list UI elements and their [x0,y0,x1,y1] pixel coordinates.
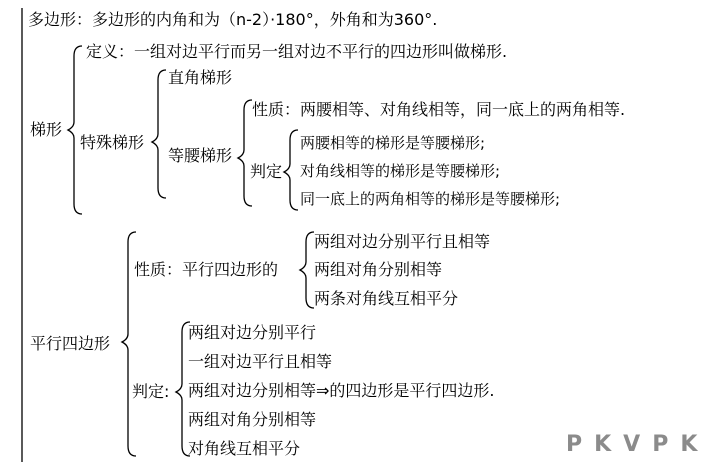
right-trapezoid-label: 直角梯形 [168,68,233,87]
special-trapezoid-brace [152,70,166,198]
parallelogram-criteria-label: 判定: [132,382,170,401]
parallelogram-property-label: 性质：平行四边形的 [134,260,279,279]
isosceles-criterion-2: 对角线相等的梯形是等腰梯形; [300,162,501,180]
isosceles-criteria-label: 判定 [250,162,283,181]
parallelogram-criterion-4: 两组对角分别相等 [188,410,317,429]
trapezoid-definition: 定义：一组对边平行而另一组对边不平行的四边形叫做梯形. [86,42,508,61]
polygon-angle-sum-line: 多边形：多边形的内角和为（n-2）·180°，外角和为360°. [28,10,438,29]
parallelogram-property-1: 两组对边分别平行且相等 [314,232,491,251]
isosceles-trapezoid-label: 等腰梯形 [168,146,233,165]
parallelogram-criterion-5: 对角线互相平分 [188,439,301,458]
trapezoid-label: 梯形 [30,120,63,139]
parallelogram-label: 平行四边形 [30,334,111,353]
isosceles-brace [238,100,252,206]
trapezoid-brace [68,46,82,214]
parallelogram-property-3: 两条对角线互相平分 [314,289,459,308]
parallelogram-criterion-3: 两组对边分别相等⇒的四边形是平行四边形. [188,381,495,400]
parallelogram-criterion-2: 一组对边平行且相等 [188,352,333,371]
isosceles-criterion-1: 两腰相等的梯形是等腰梯形; [300,134,486,152]
parallelogram-property-brace [300,232,314,308]
isosceles-property-text: 性质：两腰相等、对角线相等，同一底上的两角相等. [252,100,626,119]
parallelogram-criterion-1: 两组对边分别平行 [188,323,317,342]
isosceles-criteria-brace [284,130,298,210]
watermark: PKVPK [566,432,709,457]
special-trapezoid-label: 特殊梯形 [80,133,145,152]
parallelogram-property-2: 两组对角分别相等 [314,260,443,279]
isosceles-criterion-3: 同一底上的两角相等的梯形是等腰梯形; [300,190,561,208]
